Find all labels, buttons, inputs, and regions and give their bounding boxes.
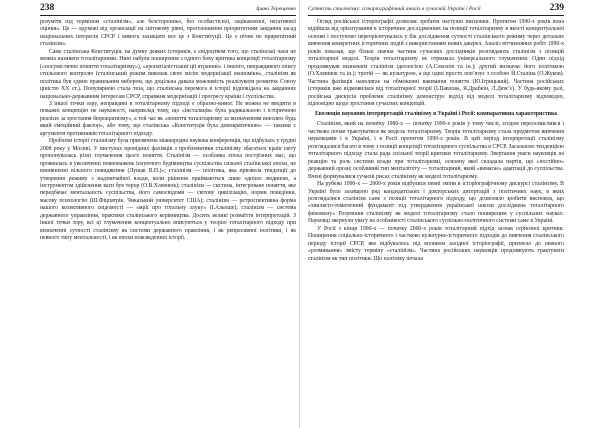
paragraph: З іншої точки зору, неправдиві в тоталітарному підході є образно-вимог. Не можна не вводити в поважні концепцію не науковості, наприклад тому, що «інсталяція» була радикальною і історичною реалією за зростання бюрократизму», а той час як «поняття тоталітаризму за визначенням внеснює будь який емоційний фактор», або тому, що сталінська «Конституція була демократичною» — такими є аргументи противників тоталітарного підходу.	[40, 100, 296, 137]
right-page	[300, 0, 600, 428]
right-page-body	[308, 19, 564, 263]
paragraph: Саме сталінська Конституція, на думку деяких істориків, є свідоцтвом того, що сталінські часи не можна називати тоталітарними. Нині набули поширення з одного боку критика концепції тоталітаризму («посумістичне поняття тоталітаризму»), «еропатіалістськиі ції ятранню» і іншого, неправдивого опису стильового контролю (сталінський режим виконав свою місію модернізації економіки», сталінізм як політика був єдино правильним вибором, що доцільна давала можливість реалізувати розвиток Союзу ціністю XX ст.). Популярною стала теза, що сталінська перемога в історії відповідала на завданнях національно-державним інтересам СРСР, справжня модернізації і прогресу країни і суспільства.	[40, 48, 296, 100]
paragraph: У Росії з кінця 1990-х — початку 2000-х років тоталітарний підхід зазнав серйозної критики. Поширення соціально-історичного і частково культурно-історичного підходів до вивчення сталінського періоду історії СРСР, яке відбувалось під впливом західної історіографії, призвело до певного «розмивання» змісту терміну «сталінізм». Частина російських науковців продовжують трактувати сталінізм як тип політики. Що політику почала	[308, 225, 564, 262]
paragraph: Огляд російської історіографії дозволяє зробити наступні висновки. Протягом 1990-х років вона відійшла від орієнтування в історичних дослідженнях на позиції тоталітаризму в якості концептуальної основи і поступово переорієнтувалась у бік дослідження сутності сталінського режиму через детальне вивчення конкретних історичних подій з використанням нових джерел. Аналіз вітчизняних робіт 1990-х років показав, що більш значна частина сучасних дослідників розглядають сталінізм з позицій тоталітарної моделі. Теорія тоталітаризму не отримала універсального тлумачення. Один підхід продовжував визначати сталінізм ідеологією (А.Соколов та ін.); другий визначає його політикою (О.Хлевнюк та ін.); третій — як культурою, а ще один просто пов’язує з особою Й.Сталіна (О.Жуков). Частина фахівців наполягає на обмеженні вживання поняття (Ю.Ігрицький). Частина російських істориків вже відмовилася від тоталітарної теорії (І.Павлова, Я.Драбкін, Л.Дюк’є). У будь-якому разі, російська дискусія проблеми сталінізму демонструє відхід від моделі тоталітаризму відповідно, відповідно щодо зростання сучасних концепцій.	[308, 19, 564, 107]
paragraph: На рубежі 1990-х — 2000-х років відбулися певні зміни в історіографічному дискурсі сталінізму. В Україні було захищено ряд кандидатських і докторських дисертацій з політичних наук, в яких розглядалися сталінізм саме з позиції тоталітарного підходу, що дозволяло зробити висновок, що «хвилясто-тематичний фундамент під утвердження української школи досліджень тоталітарного феномену» Розуміння сталінізму як моделі тоталітаризму стало поширеним у суспільних науках. Науковці звернули увагу на особливості сталінського суспільно-політичного системи саме в Україні.	[308, 181, 564, 225]
left-page-body	[40, 19, 296, 243]
right-page-header	[308, 3, 564, 16]
right-running-head: Сутність сталінізму: історіографічний аналіз в сучасній Україні і Росії	[308, 6, 481, 12]
right-page-number: 239	[549, 3, 564, 13]
section-heading: Еволюція наукових інтерпретацій сталінізму в Україні і Росії: компаративна характеристика	[314, 111, 558, 118]
left-running-head: Ірина Терещенко	[256, 6, 296, 12]
paragraph: Сталінізм, який на початку 1980-х — початку 1990-х років у тому числі, згодом переосмислився і частково почав трактуватися як модель тоталітаризму. Теорія тоталітаризму стала предметом вивчення науковцями і в Україні, і в Росії протягом 1990-х років. В цей період інтерпретації сталінізму розглядалися багато в чому з позиції концепції тоталітарного суспільства в СРСР. Загальною тенденцією тоталітарного підходу стала рада спільної теорії критики тоталітаризму. Звертання уваги науковців на реакцію та роль системи влади при тоталітаризмі, основну якої складала партія, що «постійно» державний орган; особливий тип менталітету — тоталітарний, який «вимагає» адаптації до суспільства. Вчені формувалися сучасні рисах сталінізму як моделі тоталітаризму.	[308, 121, 564, 180]
left-page-number: 238	[40, 3, 55, 13]
left-page-header	[40, 3, 296, 16]
paragraph: Проблемі історії сталінізму була присвячена міжнародна наукова конференція, що відбулась у грудні 2008 року у Москві. У виступах провідних фахівців з проблематики сталінізму збагатьох країн світу пропонувалась різні тлумачення цього поняття. Сталінізм — особлива епоха пострізних мас, що проявилась в увеличенні повноважень існуючого будівництва суспільства сильної сталінської епохи, не виникненні вільного повидження (Лушак В.П.)»; сталінізм — політика, яка призвела тенденції до утворення режиму з надзвичайної влади, коли рішення приймаються лише однією людиною, а інструментом здійснення ваги був терор (О.В.Хлевнюк); сталінізм — система, інтегроване поняття, яке передбачає ментальність суспільства, його самосвідоми — світову цивілізацію, норми поведінки, масову психологію (Ш.Фіцпатрік. Чиказький університет США); сталінізм — ретроспективна форма нашого колективного свідомості — «мрії про тотальну злуку» (І.Альоше); сталінізм — система державного управління, практики сталінського керівництва. Досить великі розмаїття інтерпретацій. З іншої точки зору, всі ці тлумачення концептуально вписуються у теорію тоталітарного підходу при визначенні сутності сталінізму як системи державного правління, і як репресивної політики, і як певного типу ментальності, і як епохи повсякденної історії.	[40, 138, 296, 242]
paragraph: розуміти під терміном «сталінізм», але безсторонньо, без особистісної, зацікавленої, негативної оцінки». Це — вдумові від організації на світовому рівні, проголошення пріоритетним завдання засад національних інтересів СРСР і вимога захищати все це з Конституції. Це є пічне не приритатний сталінізм».	[40, 19, 296, 48]
